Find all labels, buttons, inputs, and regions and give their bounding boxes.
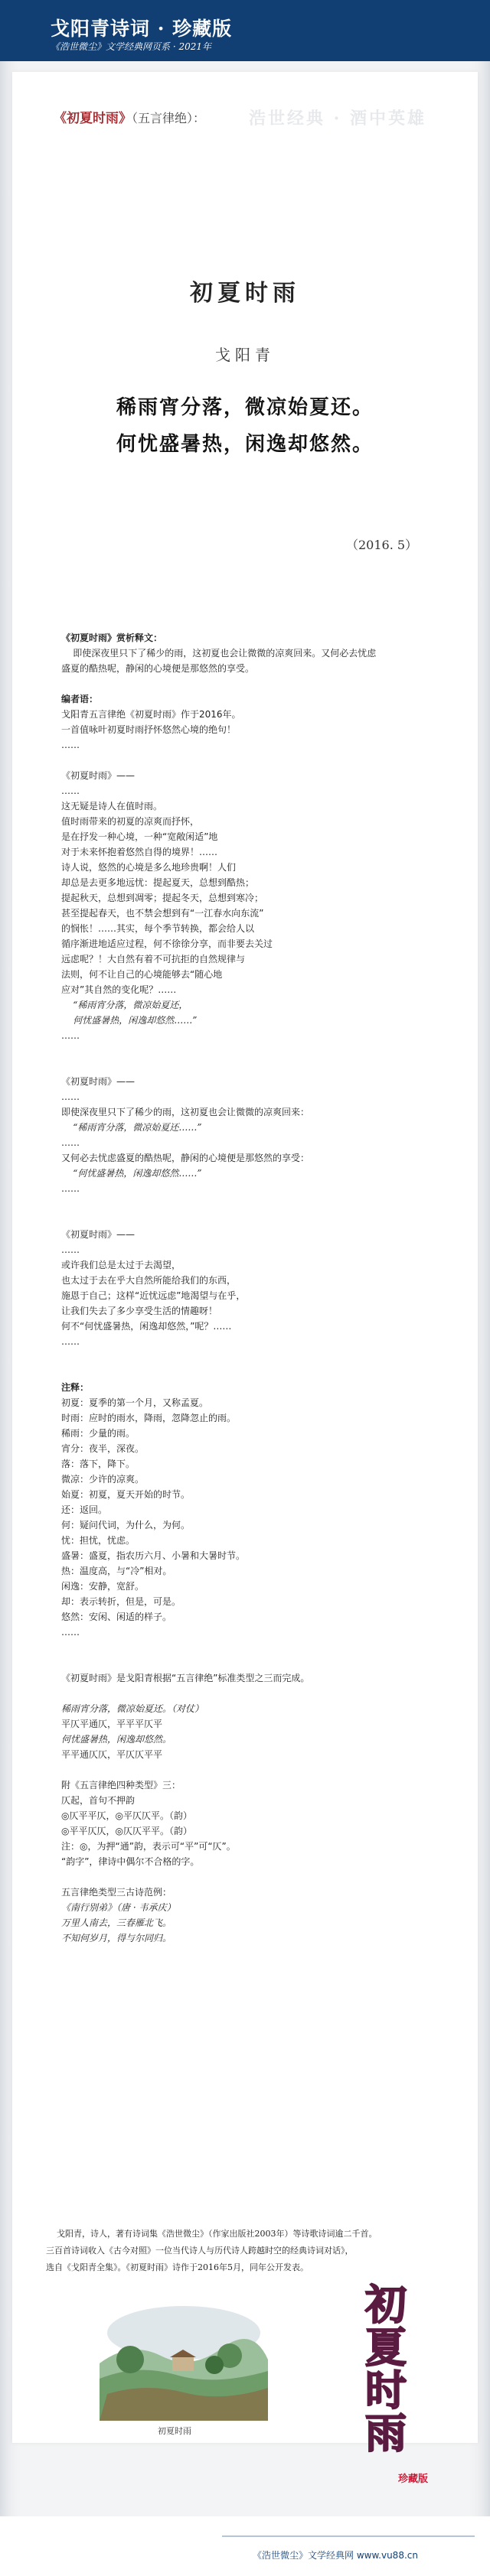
commentary-line: ……: [61, 1137, 80, 1148]
poem-line: 何忧盛暑热，闲逸却悠然。: [116, 433, 374, 456]
commentary-line: 也太过于去在乎大自然所能给我们的东西，: [61, 1275, 237, 1286]
header-banner: [0, 0, 490, 61]
commentary-line: 闲逸：安静，宽舒。: [61, 1581, 145, 1592]
commentary-line: 还：返回。: [61, 1504, 108, 1515]
commentary-line: 戈阳青五言律绝《初夏时雨》作于2016年。: [61, 709, 241, 720]
poem-date: （2016. 5）: [346, 538, 418, 552]
commentary-line: [61, 1762, 429, 1778]
commentary-line: 值时雨带来的初夏的凉爽而抒怀，: [61, 816, 200, 827]
commentary-line: 施恩于自己；这样“近忧远虑”地渴望与在乎，: [61, 1290, 246, 1301]
commentary-line: 附《五言律绝四种类型》三：: [61, 1780, 181, 1791]
poem-label-title: 《初夏时雨》: [54, 111, 132, 126]
commentary-line: 一首值咏叶初夏时雨抒怀悠然心境的绝句！: [61, 724, 237, 735]
poem-author: 戈阳青: [215, 346, 275, 364]
commentary-line: 却：表示转折，但是，可是。: [61, 1596, 181, 1607]
commentary-line: 《初夏时雨》是戈阳青根据“五言律绝”标准类型之三而完成。: [61, 1673, 310, 1683]
footer-link[interactable]: 《浩世微尘》文学经典网 www.vu88.cn: [253, 2550, 418, 2561]
calligraphy-char: 雨: [365, 2409, 407, 2457]
commentary-line: 应对”其自然的变化呢？……: [61, 984, 177, 995]
calligraphy-char: 夏: [365, 2324, 407, 2372]
commentary-line: 循序渐进地适应过程，何不徐徐分享，而非要去关过: [61, 938, 273, 949]
commentary-line: 平仄平通仄，平平平仄平: [61, 1719, 163, 1729]
commentary-line: 让我们失去了多少享受生活的情趣呀！: [61, 1306, 218, 1316]
commentary-line: 初夏：夏季的第一个月，又称孟夏。: [61, 1397, 209, 1408]
commentary-line: 微凉：少许的凉爽。: [61, 1474, 145, 1485]
commentary-line: [61, 1364, 429, 1380]
commentary-line: 万里人南去，三春雁北飞。: [61, 1917, 172, 1928]
commentary-line: 何忧盛暑热，闲逸却悠然……”: [61, 1015, 198, 1026]
commentary-line: ……: [61, 1336, 80, 1347]
commentary-line: 时雨：应时的雨水，降雨，忽降忽止的雨。: [61, 1413, 237, 1423]
commentary-line: 却总是去更多地远忧：提起夏天，总想到酷热；: [61, 877, 255, 888]
commentary-line: 平平通仄仄，平仄仄平平: [61, 1749, 163, 1760]
ghost-banner-text: 浩世经典 · 酒中英雄: [249, 109, 426, 128]
commentary-line: ……: [61, 1627, 80, 1638]
commentary-line: 的悯怅！……其实，每个季节转换，都会给人以: [61, 923, 255, 934]
commentary-line: ……: [61, 785, 80, 796]
commentary-line: 忧：担忧，忧虑。: [61, 1535, 136, 1546]
site-title: 戈阳青诗词 · 珍藏版: [51, 18, 233, 40]
commentary-line: [61, 1196, 429, 1212]
commentary-line: 稀雨：少量的雨。: [61, 1428, 136, 1439]
commentary-line: 或许我们总是太过于去渴望，: [61, 1260, 181, 1270]
painting-caption: 初夏时雨: [158, 2426, 191, 2436]
commentary-line: “何忧盛暑热，闲逸却悠然……”: [61, 1168, 202, 1179]
commentary-line: 不知何岁月，得与尔同归。: [61, 1933, 172, 1943]
author-note-line: 选自《戈阳青全集》。《初夏时雨》诗作于2016年5月，同年公开发表。: [46, 2262, 309, 2272]
commentary-line: 何不“何忧盛暑热，闲逸却悠然，”呢？……: [61, 1321, 232, 1332]
commentary-line: 落：落下，降下。: [61, 1459, 136, 1469]
commentary-line: [61, 676, 429, 691]
commentary-line: 提起秋天，总想到凋零；提起冬天，总想到寒冷；: [61, 893, 264, 903]
commentary-line: 甚至提起春天，也不禁会想到有“一江春水向东流”: [61, 908, 264, 919]
commentary-line: 注释：: [61, 1382, 90, 1393]
commentary-line: ◎仄平平仄，◎平仄仄平。（韵）: [61, 1810, 192, 1821]
commentary-line: 《初夏时雨》赏析释文：: [61, 633, 163, 643]
commentary-line: [61, 1349, 429, 1364]
commentary-line: 即使深夜里只下了稀少的雨，这初夏也会让微微的凉爽回来。又何必去忧虑: [61, 648, 377, 659]
commentary-line: 编者语：: [61, 694, 99, 704]
poem-label-form: （五言律绝）：: [132, 111, 206, 125]
poem-line: 稀雨宵分落，微凉始夏还。: [116, 396, 374, 419]
commentary-line: [61, 1686, 429, 1701]
commentary-line: 这无疑是诗人在值时雨。: [61, 801, 163, 812]
commentary-line: [61, 1869, 429, 1885]
commentary-line: 诗人说，悠然的心境是多么地珍贵啊！人们: [61, 862, 237, 873]
commentary-line: ……: [61, 1091, 80, 1102]
commentary-line: ……: [61, 1244, 80, 1255]
commentary-line: 五言律绝类型三古诗范例：: [61, 1887, 172, 1898]
commentary-line: [61, 1640, 429, 1655]
commentary-line: 盛暑：盛夏，指农历六月、小暑和大暑时节。: [61, 1550, 246, 1561]
landscape-painting: [100, 2302, 268, 2421]
commentary-line: ◎平平仄仄，◎仄仄平平。（韵）: [61, 1826, 192, 1836]
commentary-line: 悠然：安闲、闲适的样子。: [61, 1612, 172, 1622]
commentary-line: 始夏：初夏，夏天开始的时节。: [61, 1489, 191, 1500]
commentary-line: [61, 1043, 429, 1059]
commentary-line: 即使深夜里只下了稀少的雨，这初夏也会让微微的凉爽回来：: [61, 1107, 310, 1117]
commentary-line: 注：◎，为押“通”韵，表示可“平”可“仄”。: [61, 1841, 236, 1852]
poem-title: 初夏时雨: [190, 280, 300, 307]
commentary-line: ……: [61, 1183, 80, 1194]
commentary-line: 何：疑问代词，为什么，为何。: [61, 1520, 191, 1530]
commentary-line: 稀雨宵分落，微凉始夏还。（对仗）: [61, 1703, 204, 1714]
commentary-line: 《南行别弟》（唐 · 韦承庆）: [61, 1902, 176, 1913]
author-note: [46, 2226, 452, 2276]
commentary-line: [61, 1059, 429, 1074]
commentary-line: 《初夏时雨》——: [61, 1229, 136, 1240]
commentary-line: 何忧盛暑热，闲逸却悠然。: [61, 1734, 172, 1745]
commentary-line: 远虑呢？！大自然有着不可抗拒的自然规律与: [61, 954, 246, 964]
commentary-line: “韵字”，律诗中偶尔不合格的字。: [61, 1856, 200, 1867]
paper-background: [0, 61, 490, 2516]
commentary-line: 宵分：夜半，深夜。: [61, 1443, 145, 1454]
commentary-line: “稀雨宵分落，微凉始夏还，: [61, 1000, 188, 1010]
calligraphy-char: 初: [365, 2281, 407, 2329]
poem-label: [54, 107, 205, 126]
commentary-line: 仄起，首句不押韵: [61, 1795, 136, 1806]
commentary-line: 是在抒发一种心境，一种“宽敞闲适”地: [61, 831, 218, 842]
commentary-line: [61, 1212, 429, 1227]
commentary-line: 又何必去忧虑盛夏的酷热呢，静闲的心境便是那悠然的享受：: [61, 1153, 310, 1163]
commentary-line: 《初夏时雨》——: [61, 770, 136, 781]
footer-divider: [222, 2535, 475, 2537]
commentary-line: ……: [61, 740, 80, 750]
commentary-line: 对于未来怀抱着悠然自得的境界！……: [61, 847, 218, 857]
calligraphy-title: [349, 2279, 423, 2457]
commentary-line: 法则，何不让自己的心境能够去“随心地: [61, 969, 223, 980]
commentary-line: ……: [61, 1030, 80, 1041]
commentary-line: 盛夏的酷热呢，静闲的心境便是那悠然的享受。: [61, 663, 255, 674]
site-subtitle: 《浩世微尘》文学经典网页系 · 2021年: [51, 41, 211, 52]
commentary-line: “稀雨宵分落，微凉始夏还……”: [61, 1122, 202, 1133]
calligraphy-char: 时: [365, 2366, 407, 2415]
author-note-line: 戈阳青，诗人，著有诗词集《浩世微尘》（作家出版社2003年）等诗歌诗词逾二千首。: [46, 2229, 377, 2239]
author-note-line: 三百首诗词收入《古今对照》一位当代诗人与历代诗人跨越时空的经典诗词对话》，: [46, 2246, 354, 2256]
commentary-line: 《初夏时雨》——: [61, 1076, 136, 1087]
commentary-block: [61, 630, 429, 1946]
footer-area: [0, 2516, 490, 2576]
seal-stamp: 珍藏版: [398, 2474, 429, 2485]
commentary-line: 热：温度高，与“冷”相对。: [61, 1566, 172, 1576]
commentary-line: [61, 753, 429, 768]
commentary-line: [61, 1655, 429, 1670]
